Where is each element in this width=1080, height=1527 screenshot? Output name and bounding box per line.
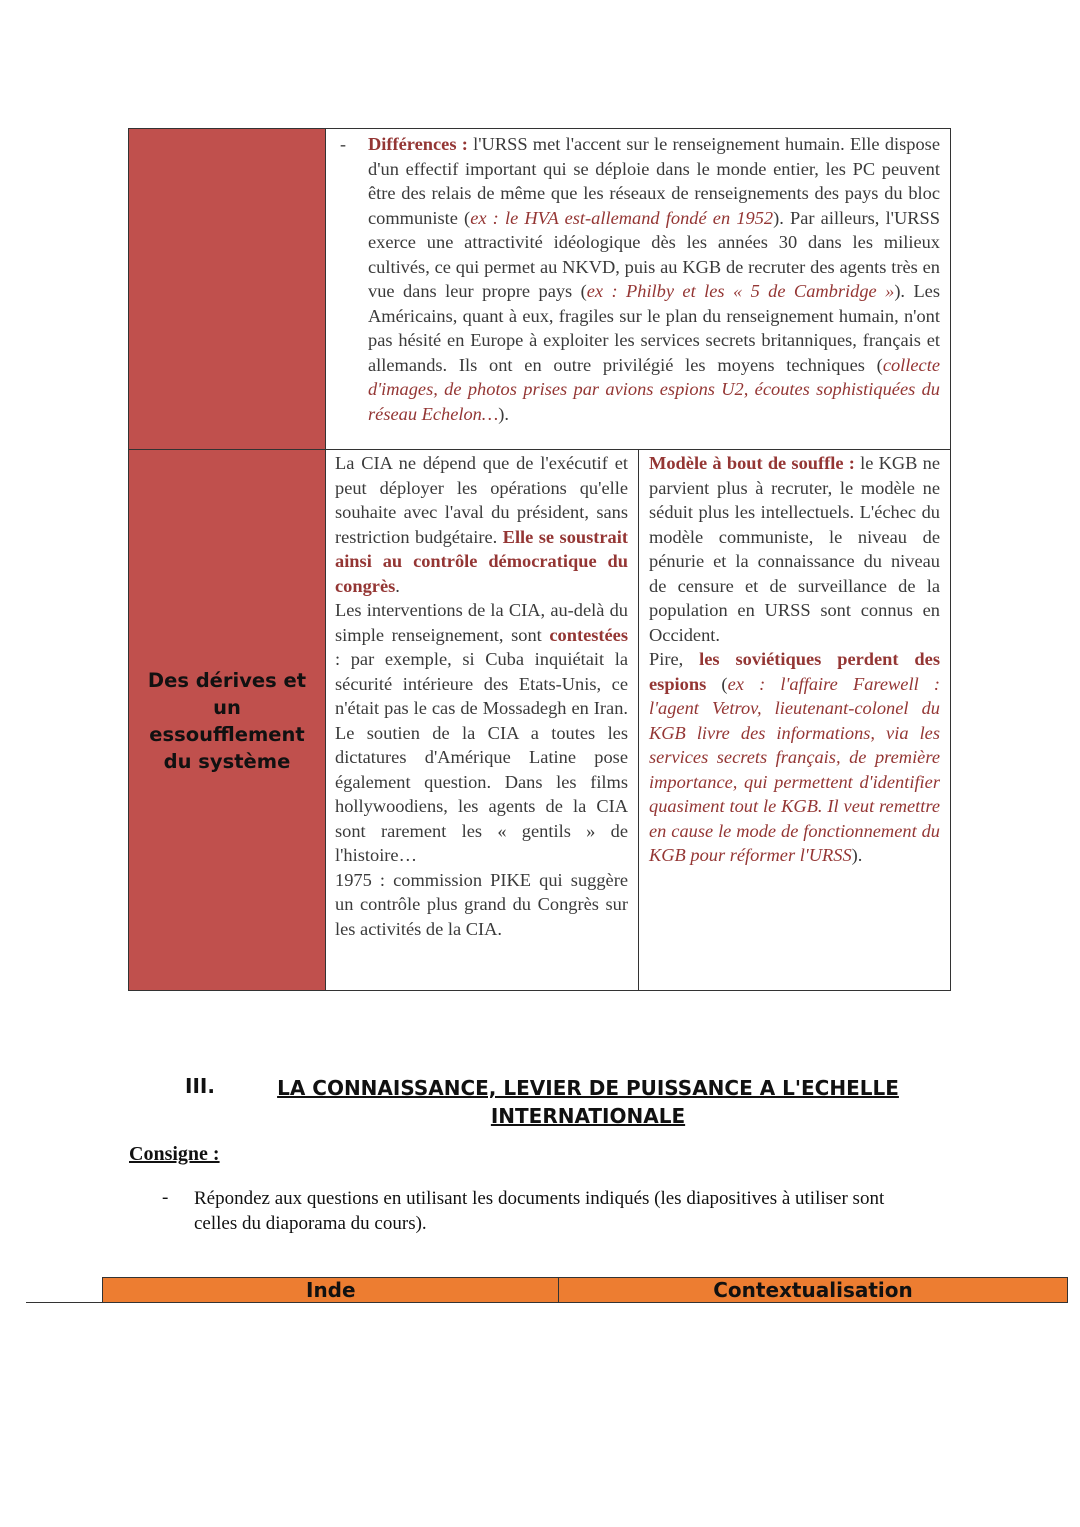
differences-text-a: l'URSS met l'accent sur le renseignement humain. Elle dispose d'un effectif important qui se déploie dans le monde entier, les PC peuvent être des relais de même que les réseaux de renseignements des pays du bloc communiste ( [368, 134, 940, 228]
row1-differences-text [368, 132, 940, 426]
example-techniques: collecte d'images, de photos prises par avions espions U2, écoutes sophistiquées du réseau Echelon… [368, 354, 940, 424]
section-title [232, 1074, 944, 1130]
section-title-line1: LA CONNAISSANCE, LEVIER DE PUISSANCE A L'ECHELLE [277, 1076, 899, 1100]
differences-text-c: ). Les Américains, quant à eux, fragiles sur le plan du renseignement humain, n'ont pas hésité en Europe à exploiter les services secrets britanniques, français et allemands. Ils ont en outre privilégié les moyens techniques ( [368, 281, 940, 375]
kgb-text-b: Pire, [649, 649, 700, 669]
table2-col2-label: Contextualisation [713, 1278, 913, 1302]
differences-text-b: ). Par ailleurs, l'URSS exerce une attractivité idéologique dès les années 30 dans les milieux cultivés, ce qui permet au NKVD, puis au KGB de recruter des agents très en vue dans leur propre pays ( [368, 207, 940, 301]
kgb-model-label: Modèle à bout de souffle : [649, 453, 855, 473]
kgb-text-a: le KGB ne parvient plus à recruter, le modèle ne séduit plus les intellectuels. L'échec du modèle communiste, le niveau de pénurie et la connaissance du niveau de censure et de surveillance de la population en URSS sont connus en Occident. [649, 453, 940, 645]
kgb-text-d: ). [851, 845, 863, 865]
cia-text-d: : par exemple, si Cuba inquiétait la sécurité intérieure des Etats-Unis, ce n'était pas le cas de Mossadegh en Iran. Le soutien de la CIA a toutes les dictatures d'Amérique Latine pose également question. Dans les films hollywoodiens, les agents de la CIA sont rarement les « gentils » de l'histoire… [335, 649, 628, 865]
example-farewell: ex : l'affaire Farewell : l'agent Vetrov, lieutenant-colonel du KGB livre des informations, via les services secrets français, de première importance, qui permettent d'identifier quasiment tout le KGB. Il veut remettre en cause le mode de fonctionnement du KGB pour réformer l'URSS [649, 673, 940, 865]
row2-kgb-text [649, 451, 940, 868]
consigne-dash: - [162, 1187, 169, 1208]
left-rule [26, 1302, 104, 1303]
differences-text-d: ). [498, 403, 509, 424]
row2-label: Des dérives et un essoufflement du système [147, 669, 307, 773]
table2-col1-label: Inde [306, 1278, 356, 1302]
cia-text-b: . [395, 575, 400, 596]
consigne-text: Répondez aux questions en utilisant les documents indiqués (les diapositives à utiliser sont celles du diaporama du cours). [194, 1188, 885, 1234]
section-title-line2: INTERNATIONALE [490, 1104, 686, 1128]
kgb-text-c: ( [706, 673, 728, 694]
consigne-label: Consigne : [129, 1143, 220, 1165]
row1-label-cell [128, 128, 326, 450]
cia-text-c: Les interventions de la CIA, au-delà du simple renseignement, sont [335, 600, 628, 645]
cia-contestees: contestées [549, 624, 628, 645]
example-cambridge: ex : Philby et les « 5 de Cambridge » [586, 281, 895, 301]
row2-cia-text [335, 451, 628, 941]
row1-dash: - [340, 134, 346, 154]
cia-democratic-control: Elle se soustrait ainsi au contrôle démocratique du congrès [335, 526, 628, 596]
differences-label: Différences : [368, 134, 468, 154]
section-numeral: III. [185, 1074, 215, 1098]
cia-text-a: La CIA ne dépend que de l'exécutif et peut déployer les opérations qu'elle souhaite avec l'aval du président, sans restriction budgétaire. [335, 453, 628, 547]
kgb-spies-lost: les soviétiques perdent des espions [649, 649, 940, 694]
cia-pike-commission: 1975 : commission PIKE qui suggère un contrôle plus grand du Congrès sur les activités de la CIA. [335, 869, 628, 939]
example-hva: ex : le HVA est-allemand fondé en 1952 [470, 207, 774, 228]
